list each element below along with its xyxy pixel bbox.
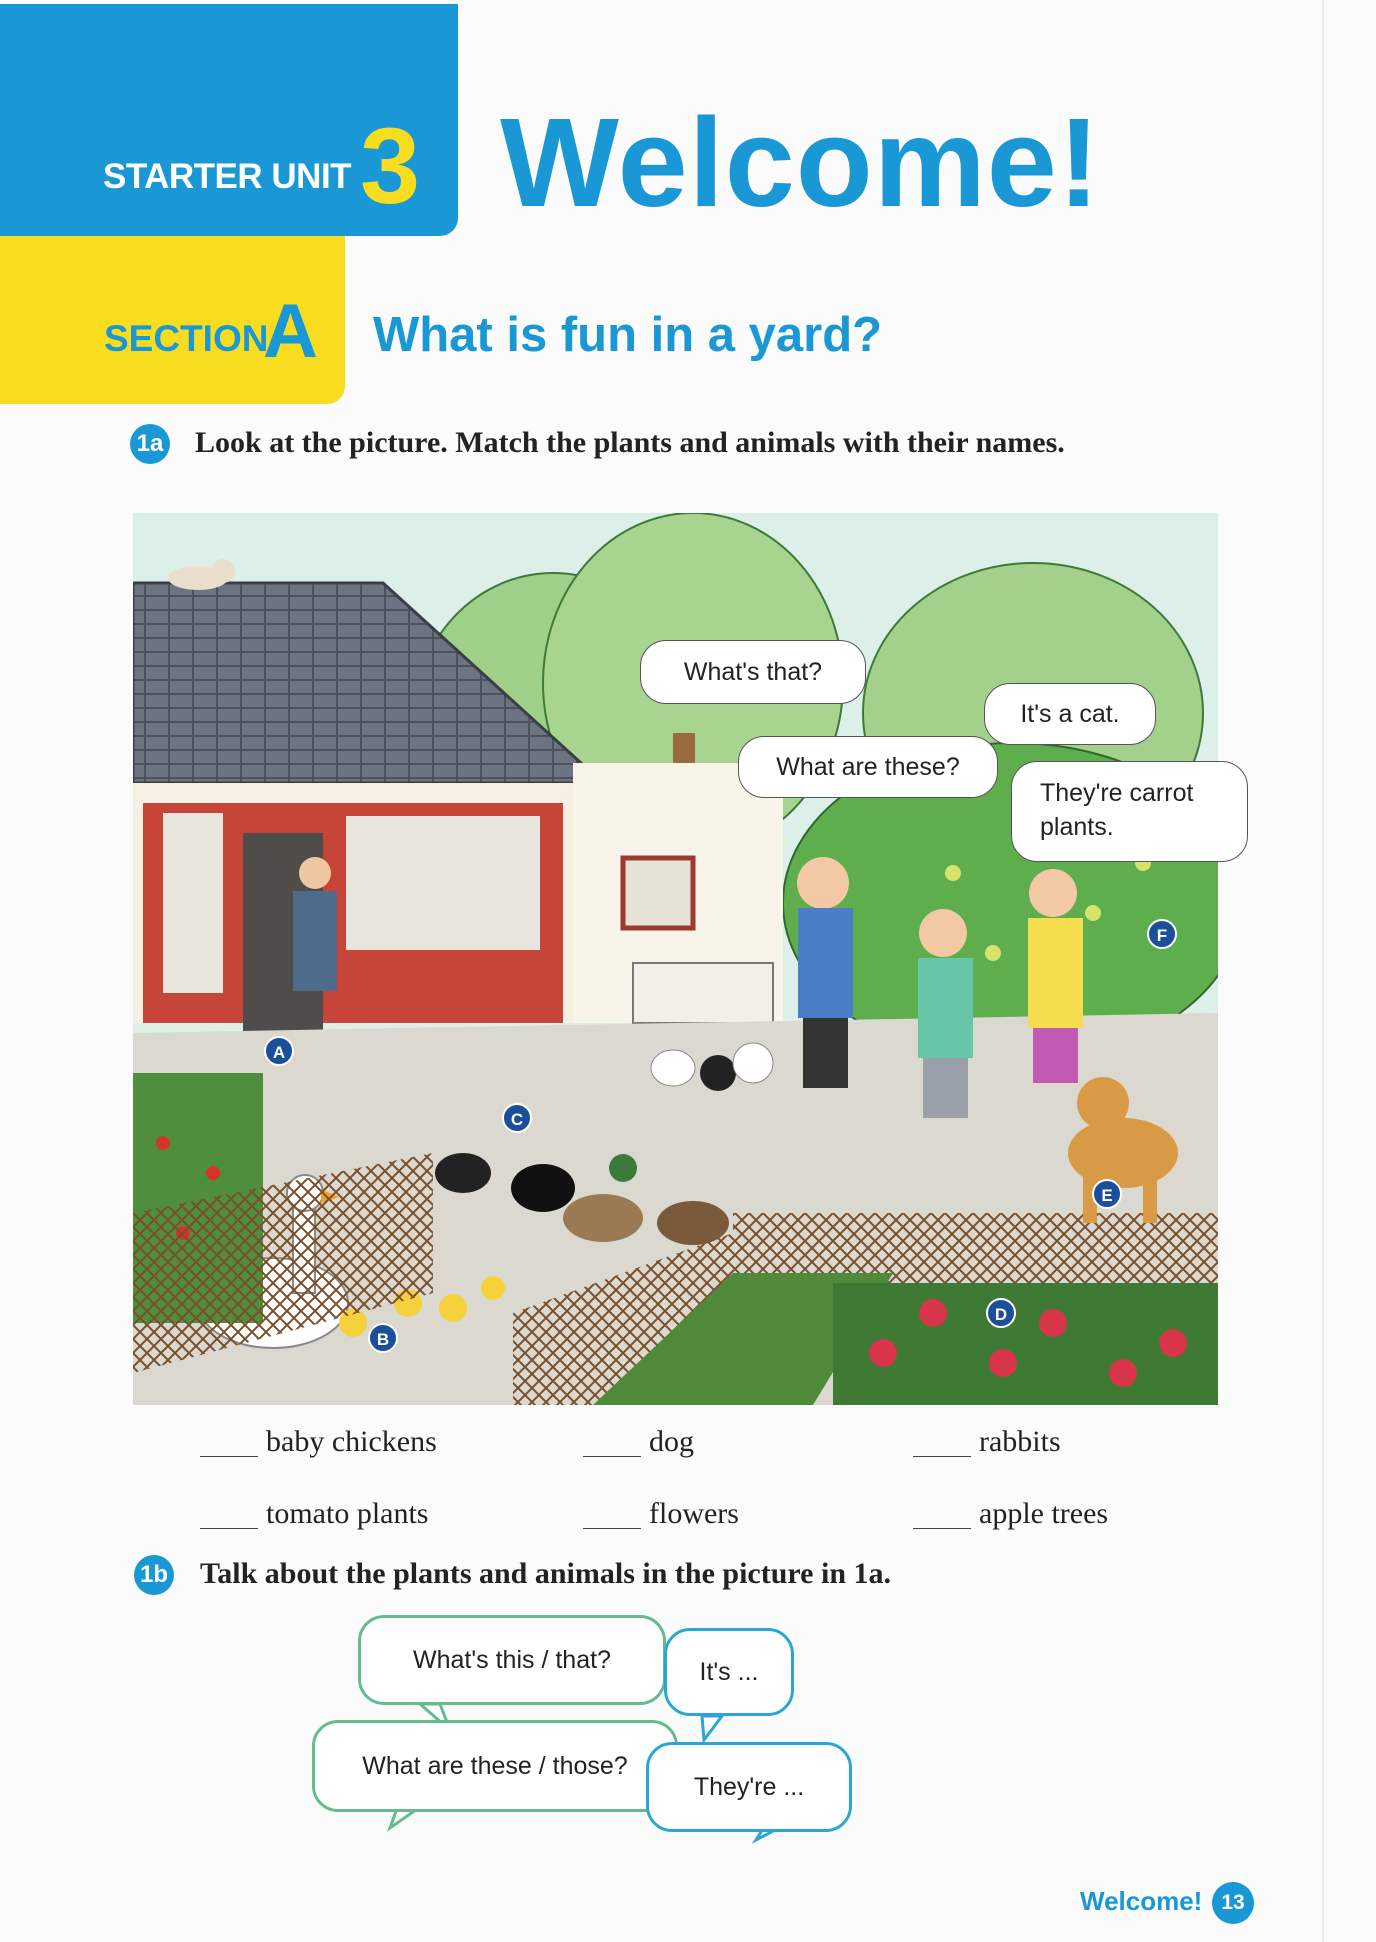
bubble-theyre-carrot-plants: They're carrot plants. [1011,761,1248,862]
section-question: What is fun in a yard? [373,308,883,362]
answer-blank[interactable] [583,1500,641,1529]
word-item: flowers [583,1497,739,1531]
unit-label: STARTER UNIT [103,157,352,196]
svg-text:F: F [1156,926,1168,945]
unit-number: 3 [360,105,421,226]
page-edge [1322,0,1324,1942]
answer-blank[interactable] [583,1428,641,1457]
bubble-theyre: They're ... [646,1742,852,1832]
activity-1a-instruction: Look at the picture. Match the plants and animals with their names. [195,426,1065,459]
svg-text:C: C [510,1110,524,1129]
page-number: 13 [1212,1882,1254,1924]
bubble-its: It's ... [664,1628,794,1716]
answer-blank[interactable] [200,1500,258,1529]
bubble-whats-this-that: What's this / that? [358,1615,666,1705]
answer-blank[interactable] [913,1428,971,1457]
svg-text:A: A [272,1043,286,1062]
bubble-what-are-these-those: What are these / those? [312,1720,678,1812]
bubble-what-are-these: What are these? [738,736,998,798]
word-item: baby chickens [200,1425,437,1459]
word-item: tomato plants [200,1497,428,1531]
marker-a [265,1037,293,1065]
flower-icon [833,1283,1218,1405]
man-icon [293,857,337,991]
word-item: rabbits [913,1425,1061,1459]
bubble-whats-that: What's that? [640,640,866,704]
marker-e [1093,1180,1121,1208]
activity-1b-badge: 1b [134,1555,174,1595]
answer-blank[interactable] [913,1500,971,1529]
word-item: dog [583,1425,694,1459]
marker-b [369,1324,397,1352]
bubble-its-a-cat: It's a cat. [984,683,1156,745]
answer-blank[interactable] [200,1428,258,1457]
section-label: SECTION [104,318,269,359]
section-letter: A [263,289,318,374]
activity-1b-instruction: Talk about the plants and animals in the picture in 1a. [200,1557,892,1590]
svg-text:E: E [1101,1186,1113,1205]
marker-f [1148,920,1176,948]
footer-label: Welcome! [1080,1886,1203,1916]
word-item: apple trees [913,1497,1108,1531]
activity-1a-badge: 1a [130,424,170,464]
svg-text:B: B [376,1330,390,1349]
page-title: Welcome! [500,92,1101,233]
marker-d [987,1299,1015,1327]
svg-text:D: D [994,1305,1008,1324]
marker-c [503,1104,531,1132]
